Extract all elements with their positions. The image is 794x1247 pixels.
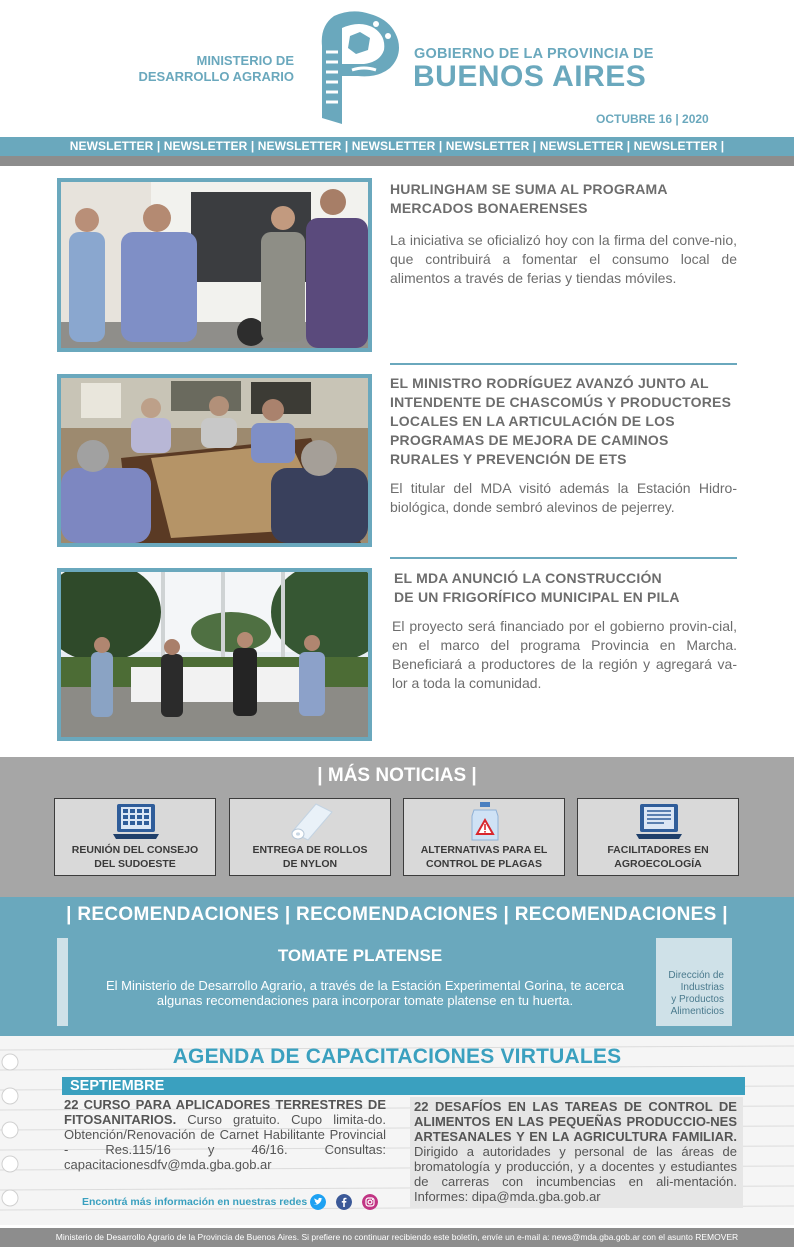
more-news-title: | MÁS NOTICIAS | (317, 765, 477, 786)
newsletter-date: OCTUBRE 16 | 2020 (596, 112, 709, 126)
facebook-icon[interactable] (336, 1194, 352, 1210)
article-title-2-line: RURALES Y PREVENCIÓN DE ETS (390, 451, 627, 467)
recommendation-department (656, 938, 732, 1026)
agenda-item-day: 22 (64, 1097, 79, 1112)
department-line: Dirección de (668, 970, 724, 981)
news-card-label-line: CONTROL DE PLAGAS (426, 858, 542, 870)
agenda-item-control-alimentos[interactable] (410, 1097, 743, 1208)
news-card-label-line: ALTERNATIVAS PARA EL (420, 844, 548, 856)
nylon-roll-icon (286, 802, 336, 842)
ministry-line-2: DESARROLLO AGRARIO (138, 69, 294, 84)
news-card-label-line: FACILITADORES EN (607, 844, 709, 856)
news-card-nylon[interactable] (229, 798, 391, 876)
ministry-name (130, 53, 294, 85)
news-card-agroecologia[interactable] (577, 798, 739, 876)
warning-bottle-icon (460, 802, 510, 842)
agenda-item-title: DESAFÍOS EN LAS TAREAS DE CONTROL DE ALIMENTOS EN LAS PEQUEÑAS PRODUCCIO-NES ARTESANALES Y EN LA AGRICULTURA FAMILIAR. (414, 1099, 737, 1144)
agenda-item-text: Dirigido a autoridades y personal de las áreas de bromatología y producción, y a docentes y estudiantes de carreras con incumbencias en ali-mentación. Informes: dipa@mda.gba.gob.ar (414, 1144, 737, 1204)
article-title-2-line: LOCALES EN LA ARTICULACIÓN DE LOS (390, 413, 675, 429)
recommendation-accent-strip (57, 938, 68, 1026)
agenda-month: SEPTIEMBRE (62, 1077, 745, 1095)
recommendation-text (90, 978, 640, 1008)
news-card-label (578, 843, 738, 871)
recommendations-bar: | RECOMENDACIONES | RECOMENDACIONES | RECOMENDACIONES | (0, 897, 794, 933)
article-separator (390, 363, 737, 365)
article-title-3-line: EL MDA ANUNCIÓ LA CONSTRUCCIÓN (394, 570, 662, 586)
news-card-plagas[interactable] (403, 798, 565, 876)
news-card-label (404, 843, 564, 871)
article-title-2[interactable] (390, 374, 737, 469)
article-photo-hurlingham[interactable] (57, 178, 372, 352)
news-card-consejo[interactable] (54, 798, 216, 876)
department-line: Alimenticios (670, 1006, 724, 1017)
province-name: BUENOS AIRES (413, 60, 647, 93)
agenda-title: AGENDA DE CAPACITACIONES VIRTUALES (172, 1045, 622, 1068)
footer-unsubscribe: Ministerio de Desarrollo Agrario de la Provincia de Buenos Aires. Si prefiere no continuar recibiendo este boletín, envíe un e-mail a: news@mda.gba.gob.ar con el asunto REMOVER (0, 1228, 794, 1247)
department-line: y Productos (671, 994, 724, 1005)
article-title-3-line: DE UN FRIGORÍFICO MUNICIPAL EN PILA (394, 589, 680, 605)
news-card-label (55, 843, 215, 871)
article-photo-pila[interactable] (57, 568, 372, 741)
agenda-item-title: CURSO PARA APLICADORES TERRESTRES DE FITOSANITARIOS. (64, 1097, 386, 1127)
article-title-2-line: PROGRAMAS DE MEJORA DE CAMINOS (390, 432, 669, 448)
ministry-line-1: MINISTERIO DE (196, 53, 294, 68)
article-title-3[interactable] (394, 569, 737, 607)
article-text-3: El proyecto será financiado por el gobierno provin-cial, en el marco del programa Provincia en Marcha. Beneficiará a productores de la región y agregará va-lor a toda la comunidad. (392, 618, 737, 691)
news-card-label-line: DEL SUDOESTE (94, 858, 176, 870)
recommendation-text-line: algunas recomendaciones para incorporar tomate platense en tu huerta. (156, 993, 574, 1008)
news-card-label-line: ENTREGA DE ROLLOS (252, 844, 368, 856)
agenda-item-text: Curso gratuito. Cupo limita-do. Obtención/Renovación de Carnet Habilitante Provincial - Res.115/16 y 46/16. Consultas: capacitacionesdfv@mda.gba.gob.ar (64, 1112, 386, 1172)
laptop-document-icon (634, 802, 684, 842)
instagram-icon[interactable] (362, 1194, 378, 1210)
department-line: Industrias (680, 982, 724, 993)
laptop-grid-icon (111, 802, 161, 842)
header (0, 0, 794, 137)
social-networks-label: Encontrá más información en nuestras redes (82, 1196, 308, 1208)
agenda-item-day: 22 (414, 1099, 429, 1114)
article-title-2-line: INTENDENTE DE CHASCOMÚS Y PRODUCTORES (390, 394, 732, 410)
recommendation-text-line: El Ministerio de Desarrollo Agrario, a través de la Estación Experimental Gorina, te acerca (105, 978, 625, 993)
news-card-label-line: DE NYLON (282, 858, 338, 870)
newsletter-bar: NEWSLETTER | NEWSLETTER | NEWSLETTER | NEWSLETTER | NEWSLETTER | NEWSLETTER | NEWSLETTER | (0, 137, 794, 156)
article-title-2-line: EL MINISTRO RODRÍGUEZ AVANZÓ JUNTO AL (390, 375, 709, 391)
article-separator (390, 557, 737, 559)
twitter-icon[interactable] (310, 1194, 326, 1210)
article-text-2: El titular del MDA visitó además la Estación Hidro-biológica, donde sembró alevinos de pejerrey. (390, 480, 737, 515)
recommendation-title[interactable]: TOMATE PLATENSE (277, 946, 443, 965)
article-title-1-line: HURLINGHAM SE SUMA AL PROGRAMA (390, 181, 668, 197)
article-text-1: La iniciativa se oficializó hoy con la firma del conve-nio, que contribuirá a fomentar el consumo local de alimentos a través de ferias y tiendas móviles. (390, 232, 737, 286)
province-logo-icon (312, 6, 404, 130)
article-photo-chascomus[interactable] (57, 374, 372, 547)
news-card-label (230, 843, 390, 871)
newsletter-divider (0, 156, 794, 166)
news-card-label-line: REUNIÓN DEL CONSEJO (71, 844, 199, 856)
agenda-item-fitosanitarios[interactable] (64, 1097, 386, 1172)
article-title-1[interactable] (390, 180, 737, 218)
government-title: GOBIERNO DE LA PROVINCIA DE (414, 46, 654, 62)
news-card-label-line: AGROECOLOGÍA (614, 858, 702, 870)
article-title-1-line: MERCADOS BONAERENSES (390, 200, 588, 216)
